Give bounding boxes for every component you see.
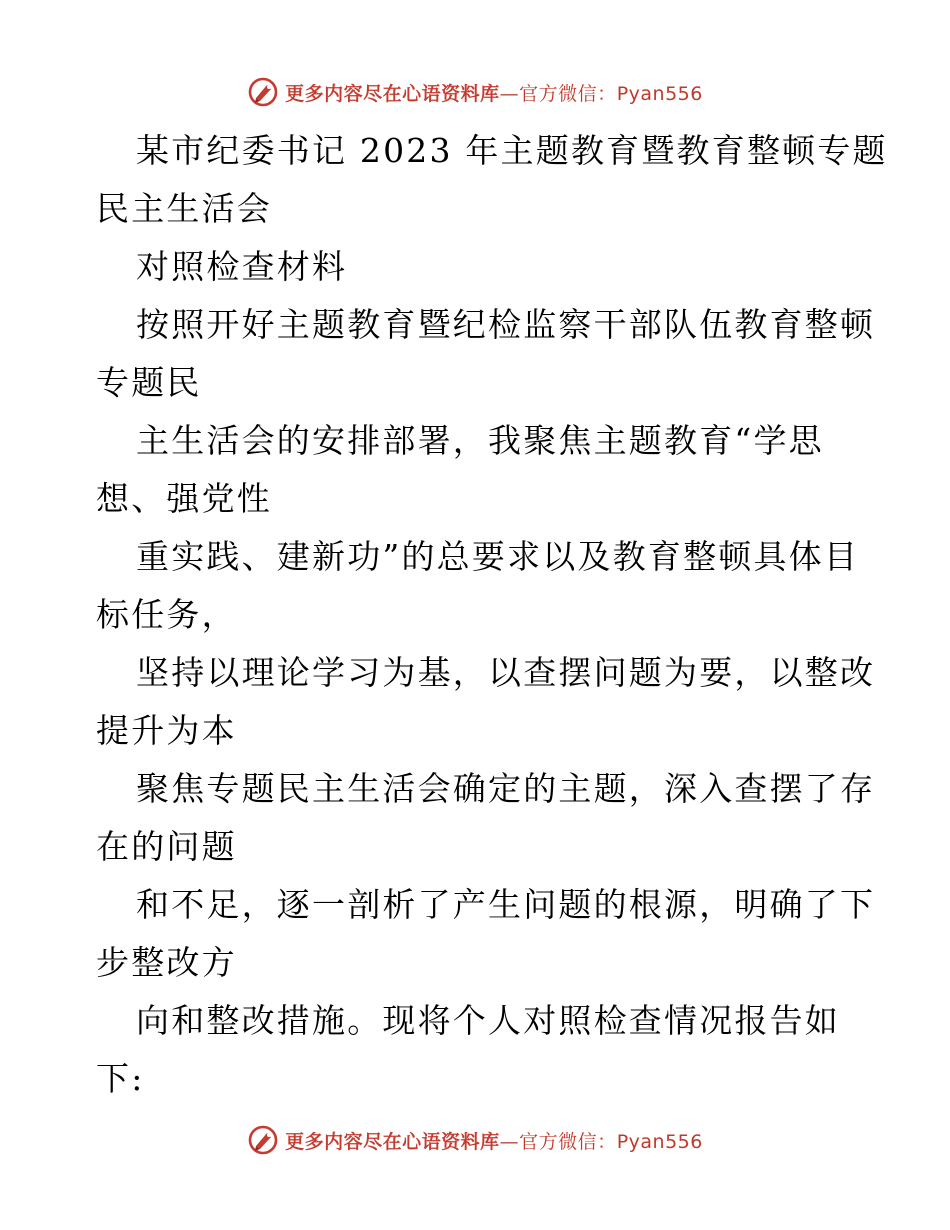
paragraph-line: 重实践、建新功”的总要求以及教育整顿具体目: [136, 537, 860, 576]
header-wechat-label: 官方微信：: [519, 82, 617, 105]
footer-wechat-id: Pyan556: [616, 1130, 703, 1153]
red-pen-circle-logo-icon: [247, 1124, 279, 1156]
title-line-2: 民主生活会: [96, 189, 272, 228]
header-banner: [0, 72, 950, 112]
paragraph-line: 和不足，逐一剖析了产生问题的根源，明确了下: [136, 885, 876, 924]
subtitle-line: 对照检查材料: [136, 247, 348, 286]
red-pen-circle-logo-icon: [247, 76, 279, 108]
paragraph-line: 标任务，: [96, 595, 237, 634]
header-banner-text: [285, 79, 703, 106]
paragraph-line: 想、强党性: [96, 479, 272, 518]
paragraph-line: 按照开好主题教育暨纪检监察干部队伍教育整顿: [136, 305, 876, 344]
paragraph-line: 提升为本: [96, 711, 237, 750]
paragraph-line: 专题民: [96, 363, 202, 402]
footer-wechat-label: 官方微信：: [519, 1130, 617, 1153]
paragraph-line: 步整改方: [96, 943, 237, 982]
header-separator: —: [499, 82, 520, 105]
document-body: [96, 122, 888, 1108]
paragraph-line: 在的问题: [96, 827, 237, 866]
footer-brand: 更多内容尽在心语资料库: [285, 1130, 500, 1153]
paragraph-line: 主生活会的安排部署，我聚焦主题教育“学思: [136, 421, 824, 460]
header-brand: 更多内容尽在心语资料库: [285, 82, 500, 105]
footer-banner-text: [285, 1127, 703, 1154]
paragraph-line: 坚持以理论学习为基，以查摆问题为要，以整改: [136, 653, 876, 692]
paragraph-line: 向和整改措施。现将个人对照检查情况报告如: [136, 1001, 840, 1040]
footer-banner: [0, 1120, 950, 1160]
paragraph-line: 下:: [96, 1059, 145, 1098]
footer-separator: —: [499, 1130, 520, 1153]
header-wechat-id: Pyan556: [616, 82, 703, 105]
title-line-1: 某市纪委书记 2023 年主题教育暨教育整顿专题: [136, 131, 888, 170]
paragraph-line: 聚焦专题民主生活会确定的主题，深入查摆了存: [136, 769, 876, 808]
